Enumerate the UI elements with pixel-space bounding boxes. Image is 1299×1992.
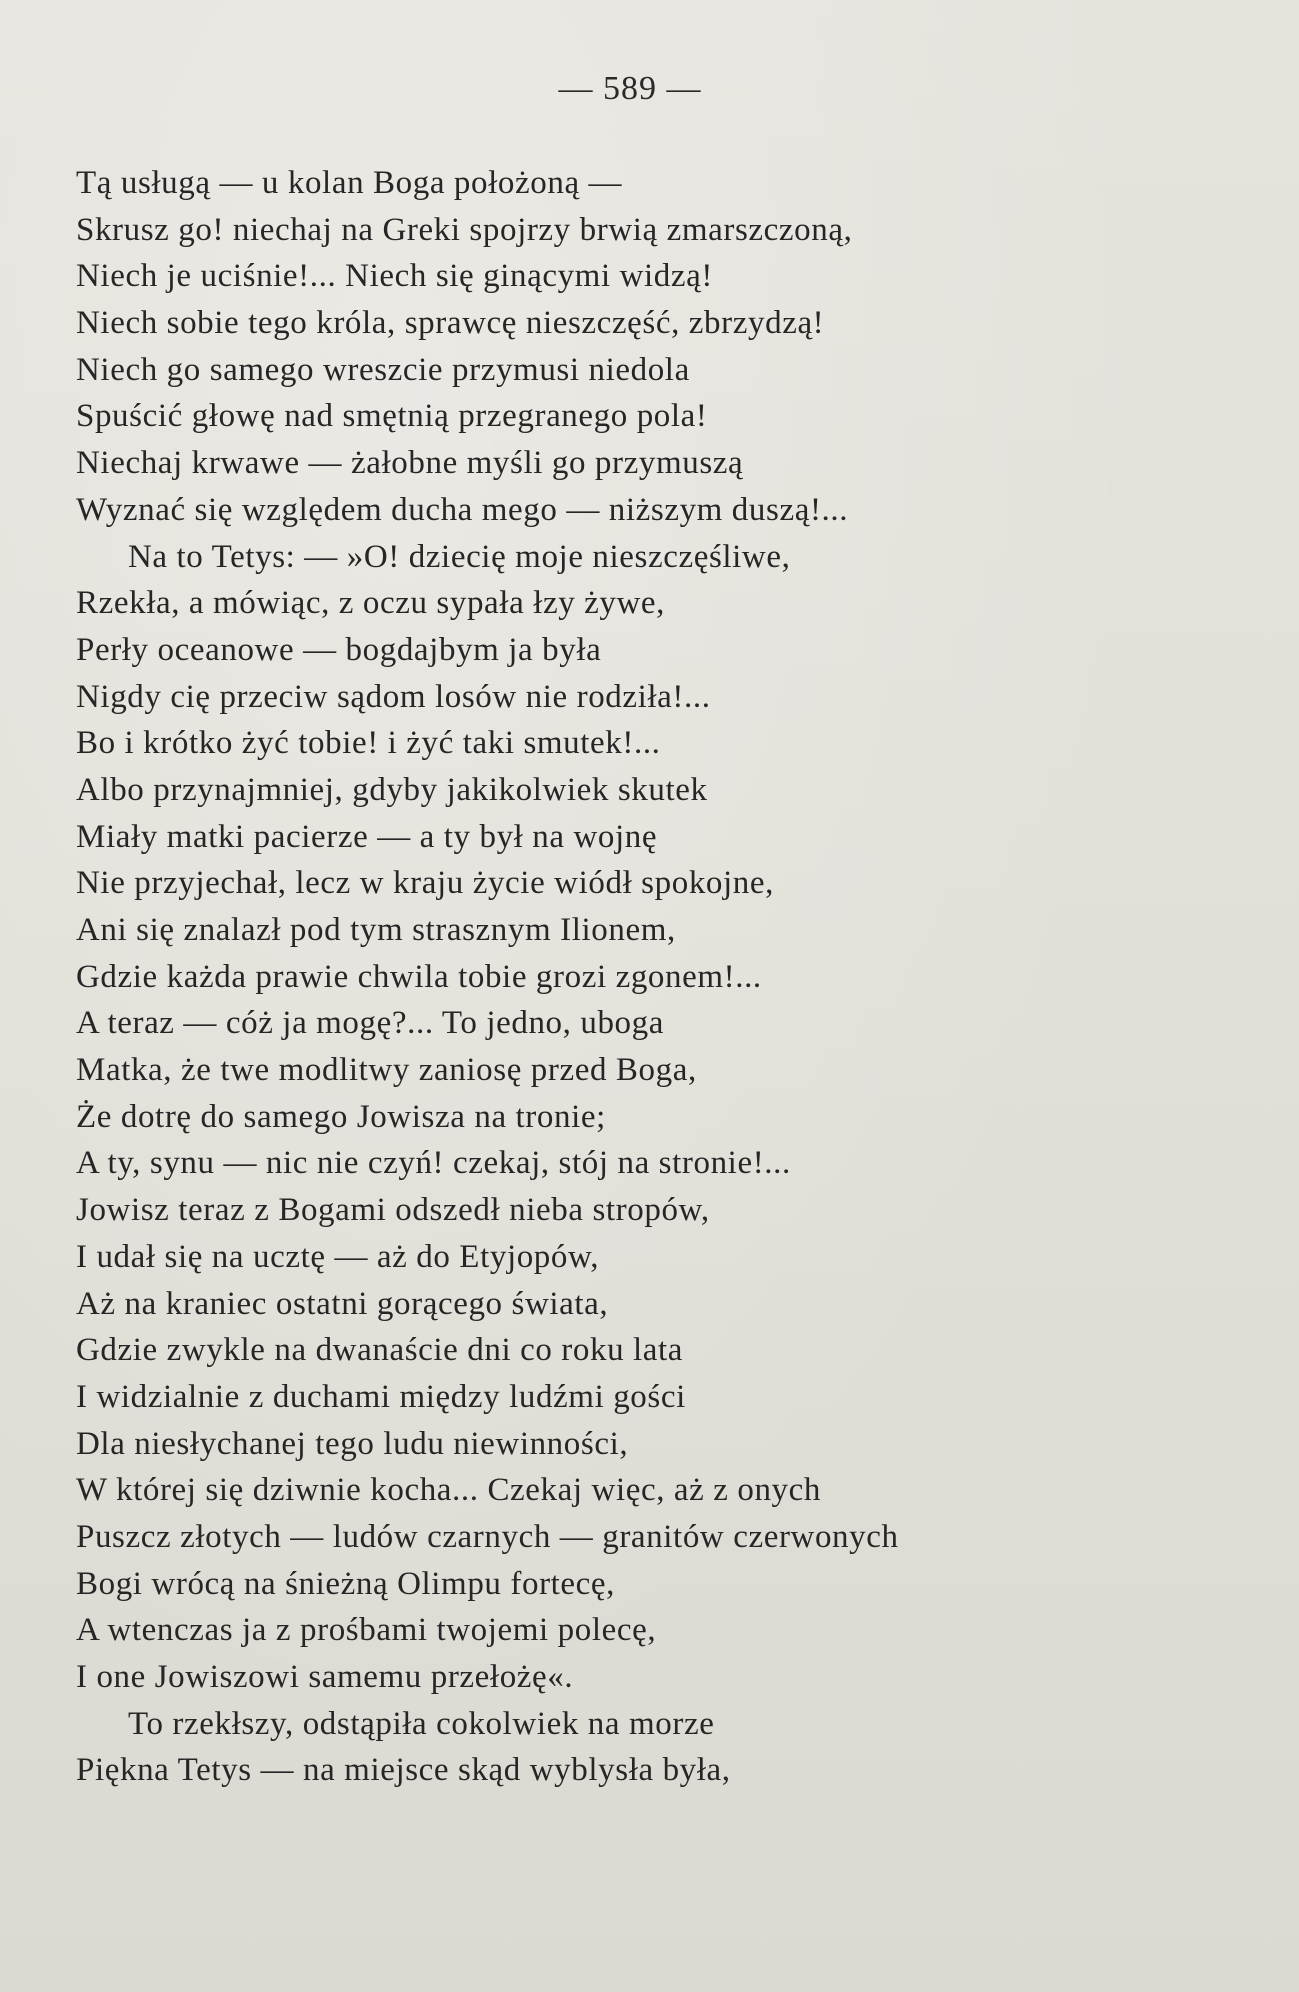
verse-line: I widzialnie z duchami między ludźmi gości	[76, 1378, 686, 1415]
verse-line: Niech go samego wreszcie przymusi niedola	[76, 351, 690, 388]
verse-line: Nigdy cię przeciw sądom losów nie rodziła!...	[76, 678, 711, 715]
verse-line: I udał się na ucztę — aż do Etyjopów,	[76, 1238, 600, 1275]
verse-line: Skrusz go! niechaj na Greki spojrzy brwią zmarszczoną,	[76, 211, 853, 248]
verse-line: Perły oceanowe — bogdajbym ja była	[76, 631, 602, 668]
verse-line: Gdzie każda prawie chwila tobie grozi zgonem!...	[76, 958, 762, 995]
verse-line: To rzekłszy, odstąpiła cokolwiek na morze	[128, 1705, 715, 1742]
verse-line: Ani się znalazł pod tym strasznym Ilionem,	[76, 912, 676, 948]
verse-line: Niech sobie tego króla, sprawcę nieszczęść, zbrzydzą!	[76, 305, 825, 342]
verse-line: Piękna Tetys — na miejsce skąd wyblysła była,	[76, 1752, 731, 1789]
verse-line: Albo przynajmniej, gdyby jakikolwiek skutek	[76, 771, 708, 808]
verse-line: Bogi wrócą na śnieżną Olimpu fortecę,	[76, 1565, 616, 1602]
verse-line: Na to Tetys: — »O! dziecię moje nieszczęśliwe,	[128, 538, 791, 575]
verse-line: Tą usługą — u kolan Boga położoną —	[76, 165, 623, 201]
verse-line: Niech je uciśnie!... Niech się ginącymi widzą!	[76, 258, 713, 295]
verse-line: A ty, synu — nic nie czyń! czekaj, stój na stronie!...	[76, 1145, 791, 1182]
verse-line: Puszcz złotych — ludów czarnych — granitów czerwonych	[76, 1518, 899, 1555]
page-number: — 589 —	[558, 70, 702, 107]
verse-line: Nie przyjechał, lecz w kraju życie wiódł spokojne,	[76, 865, 774, 902]
verse-line: Że dotrę do samego Jowisza na tronie;	[76, 1098, 606, 1135]
verse-line: Niechaj krwawe — żałobne myśli go przymuszą	[76, 445, 744, 482]
verse-line: Bo i krótko żyć tobie! i żyć taki smutek!...	[76, 725, 661, 762]
verse-line: Dla niesłychanej tego ludu niewinności,	[76, 1425, 629, 1462]
poem-text	[76, 160, 1236, 1794]
verse-line: Matka, że twe modlitwy zaniosę przed Boga,	[76, 1052, 697, 1089]
verse-line: A wtenczas ja z prośbami twojemi polecę,	[76, 1612, 657, 1649]
verse-line: I one Jowiszowi samemu przełożę«.	[76, 1659, 574, 1695]
verse-line: Aż na kraniec ostatni gorącego świata,	[76, 1285, 609, 1322]
verse-line: Gdzie zwykle na dwanaście dni co roku lata	[76, 1332, 684, 1369]
verse-line: A teraz — cóż ja mogę?... To jedno, uboga	[76, 1005, 665, 1042]
verse-line: Spuścić głowę nad smętnią przegranego pola!	[76, 398, 708, 435]
verse-line: Rzekła, a mówiąc, z oczu sypała łzy żywe,	[76, 585, 666, 622]
verse-line: Miały matki pacierze — a ty był na wojnę	[76, 818, 658, 855]
verse-line: Wyznać się względem ducha mego — niższym duszą!...	[76, 491, 849, 528]
verse-line: Jowisz teraz z Bogami odszedł nieba stropów,	[76, 1192, 710, 1229]
verse-line: W której się dziwnie kocha... Czekaj więc, aż z onych	[76, 1472, 821, 1509]
